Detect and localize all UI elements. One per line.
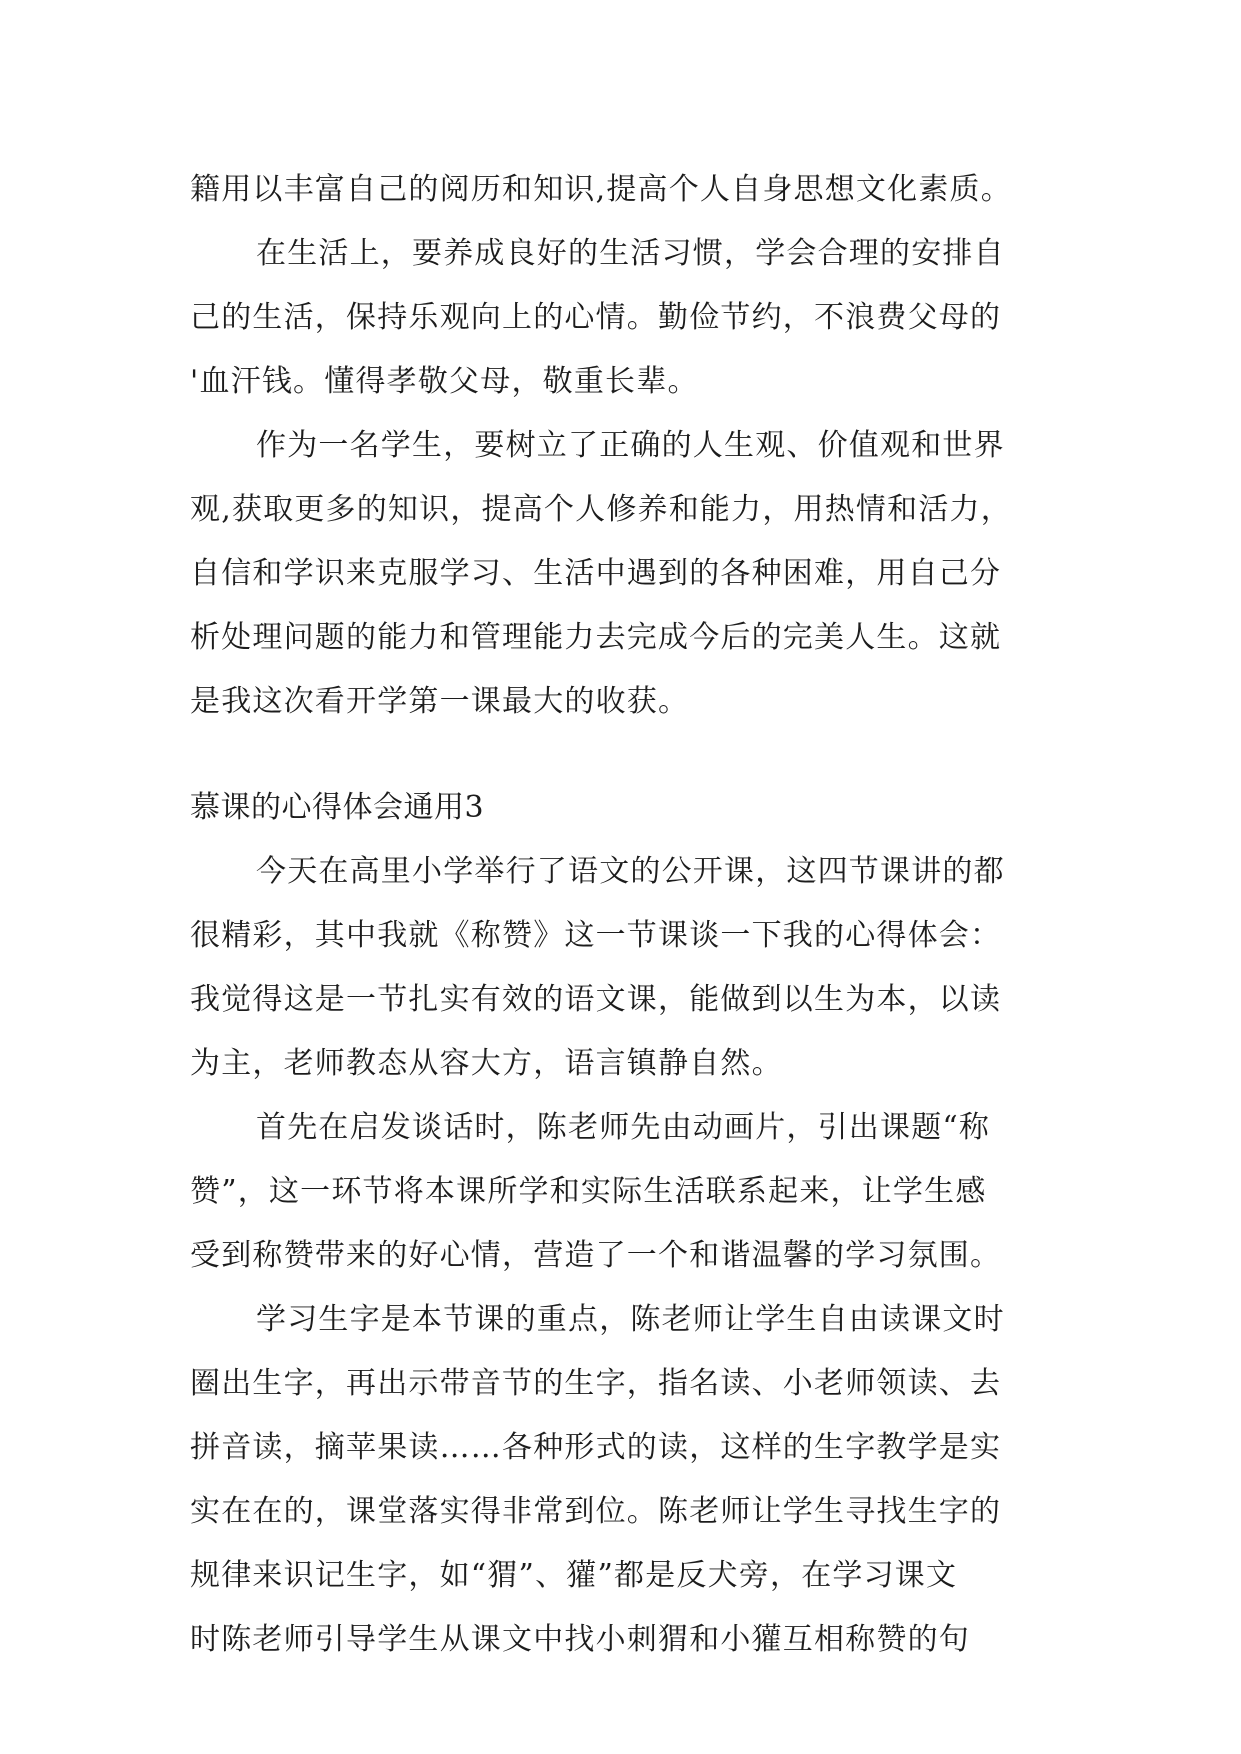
text-line: 受到称赞带来的好心情，营造了一个和谐温馨的学习氛围。 xyxy=(190,1238,1002,1273)
text-line: 籍用以丰富自己的阅历和知识,提高个人自身思想文化素质。 xyxy=(190,172,1012,207)
text-line: 很精彩，其中我就《称赞》这一节课谈一下我的心得体会： xyxy=(190,918,1002,953)
paragraph-start: 首先在启发谈话时，陈老师先由动画片，引出课题“称 xyxy=(256,1110,991,1145)
text-line: 自信和学识来克服学习、生活中遇到的各种困难，用自己分 xyxy=(190,556,1002,591)
text-line: 时陈老师引导学生从课文中找小刺猬和小獾互相称赞的句 xyxy=(190,1622,970,1657)
paragraph-start: 今天在高里小学举行了语文的公开课，这四节课讲的都 xyxy=(256,854,1005,889)
section-heading: 慕课的心得体会通用3 xyxy=(190,790,485,825)
paragraph-start: 学习生字是本节课的重点，陈老师让学生自由读课文时 xyxy=(256,1302,1005,1337)
text-line: 我觉得这是一节扎实有效的语文课，能做到以生为本，以读 xyxy=(190,982,1002,1017)
text-line: 为主，老师教态从容大方，语言镇静自然。 xyxy=(190,1046,783,1081)
text-line: 是我这次看开学第一课最大的收获。 xyxy=(190,684,690,719)
text-line: 析处理问题的能力和管理能力去完成今后的完美人生。这就 xyxy=(190,620,1002,655)
text-line: 己的生活，保持乐观向上的心情。勤俭节约，不浪费父母的 xyxy=(190,300,1002,335)
text-line: 拼音读，摘苹果读……各种形式的读，这样的生字教学是实 xyxy=(190,1430,1002,1465)
text-line: 规律来识记生字，如“猬”、獾”都是反犬旁，在学习课文 xyxy=(190,1558,958,1593)
text-line: 圈出生字，再出示带音节的生字，指名读、小老师领读、去 xyxy=(190,1366,1002,1401)
text-line: 实在在的，课堂落实得非常到位。陈老师让学生寻找生字的 xyxy=(190,1494,1002,1529)
text-line: 赞”，这一环节将本课所学和实际生活联系起来，让学生感 xyxy=(190,1174,987,1209)
paragraph-start: 作为一名学生，要树立了正确的人生观、价值观和世界 xyxy=(256,428,1005,463)
text-line: '血汗钱。懂得孝敬父母，敬重长辈。 xyxy=(190,364,699,399)
paragraph-start: 在生活上，要养成良好的生活习惯，学会合理的安排自 xyxy=(256,236,1005,271)
text-line: 观,获取更多的知识，提高个人修养和能力，用热情和活力， xyxy=(190,492,1012,527)
